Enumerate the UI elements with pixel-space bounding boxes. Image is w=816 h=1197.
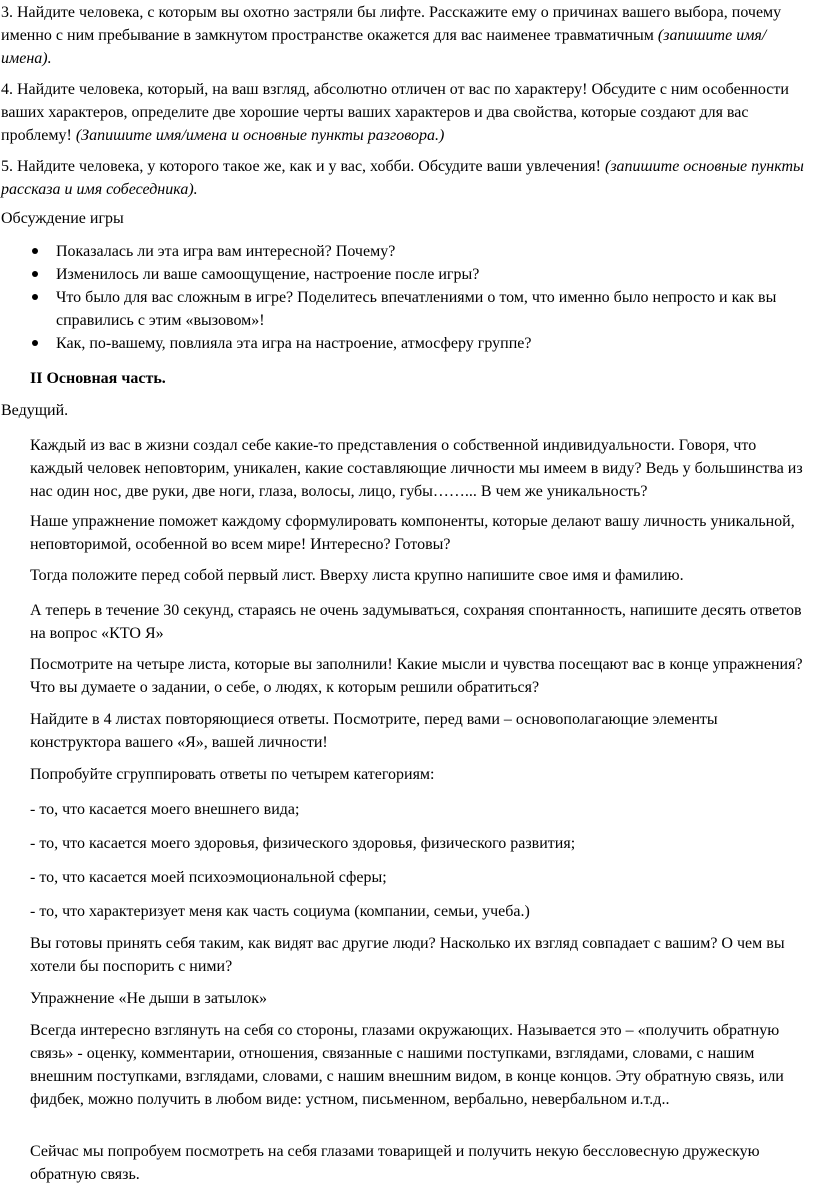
task-4-text: 4. Найдите человека, который, на ваш взгляд, абсолютно отличен от вас по характеру! Обсудите с ним особенности ваших характеров, определите две хорошие черты ваших характеров и два свойства, которые создают для вас проблему!: [1, 81, 789, 144]
task-4: [1, 78, 808, 147]
discussion-list: [30, 240, 800, 355]
paragraph: Тогда положите перед собой первый лист. Вверху листа крупно напишите свое имя и фамилию.: [30, 567, 684, 584]
discussion-title: Обсуждение игры: [1, 210, 124, 227]
exercise-title: Упражнение «Не дыши в затылок»: [30, 990, 268, 1007]
paragraph: Посмотрите на четыре листа, которые вы заполнили! Какие мысли и чувства посещают вас в конце упражнения? Что вы думаете о задании, о себе, о людях, к которым решили обратиться?: [30, 656, 803, 696]
task-3: [1, 1, 808, 70]
category-item: - то, что касается моего внешнего вида;: [30, 801, 300, 818]
task-3-text: 3. Найдите человека, с которым вы охотно застряли бы лифте. Расскажите ему о причинах вашего выбора, почему именно с ним пребывание в замкнутом пространстве окажется для вас наименее травматичным: [1, 4, 782, 44]
paragraph: Вы готовы принять себя таким, как видят вас другие люди? Насколько их взгляд совпадает с вашим? О чем вы хотели бы поспорить с ними?: [30, 935, 785, 975]
discussion-item: Что было для вас сложным в игре? Поделитесь впечатлениями о том, что именно было непросто и как вы справились с этим «вызовом»!: [30, 286, 800, 332]
category-item: - то, что характеризует меня как часть социума (компании, семьи, учеба.): [30, 903, 530, 920]
paragraph: А теперь в течение 30 секунд, стараясь не очень задумываться, сохраняя спонтанность, напишите десять ответов на вопрос «КТО Я»: [30, 602, 802, 642]
task-5-note: (запишите основные пункты рассказа и имя собеседника).: [1, 158, 804, 198]
task-5-text: 5. Найдите человека, у которого такое же, как и у вас, хобби. Обсудите ваши увлечения!: [1, 158, 605, 175]
task-3-note: (запишите имя/имена).: [1, 27, 767, 67]
speaker-label: Ведущий.: [1, 402, 69, 419]
category-item: - то, что касается моего здоровья, физического здоровья, физического развития;: [30, 835, 576, 852]
category-item: - то, что касается моей психоэмоциональной сферы;: [30, 869, 387, 886]
task-4-note: (Запишите имя/имена и основные пункты разговора.): [75, 127, 445, 144]
discussion-item: Изменилось ли ваше самоощущение, настроение после игры?: [30, 263, 800, 286]
paragraph: Сейчас мы попробуем посмотреть на себя глазами товарищей и получить некую бессловесную дружескую обратную связь.: [30, 1143, 760, 1183]
paragraph: Всегда интересно взглянуть на себя со стороны, глазами окружающих. Называется это – «получить обратную связь» - оценку, комментарии, отношения, связанные с нашими поступками, взглядами, словами, с нашим внешним поступками, взглядами, словами, с нашим внешним видом, в конце концов. Эту обратную связь, или фидбек, можно получить в любом виде: устном, письменном, вербально, невербальном и.т.д..: [30, 1022, 784, 1108]
discussion-item: Как, по-вашему, повлияла эта игра на настроение, атмосферу группе?: [30, 332, 800, 355]
paragraph: Попробуйте сгруппировать ответы по четырем категориям:: [30, 766, 435, 783]
task-5: [1, 155, 808, 201]
paragraph: Найдите в 4 листах повторяющиеся ответы. Посмотрите, перед вами – основополагающие элементы конструктора вашего «Я», вашей личности!: [30, 711, 718, 751]
section-heading: II Основная часть.: [30, 370, 166, 387]
discussion-item: Показалась ли эта игра вам интересной? Почему?: [30, 240, 800, 263]
paragraph: Наше упражнение поможет каждому сформулировать компоненты, которые делают вашу личность уникальной, неповторимой, особенной во всем мире! Интересно? Готовы?: [30, 513, 795, 553]
paragraph: Каждый из вас в жизни создал себе какие-то представления о собственной индивидуальности. Говоря, что каждый человек неповторим, уникален, какие составляющие личности мы имеем в виду? Ведь у большинства из нас один нос, две руки, две ноги, глаза, волосы, лицо, губы……... В чем же уникальность?: [30, 437, 803, 500]
